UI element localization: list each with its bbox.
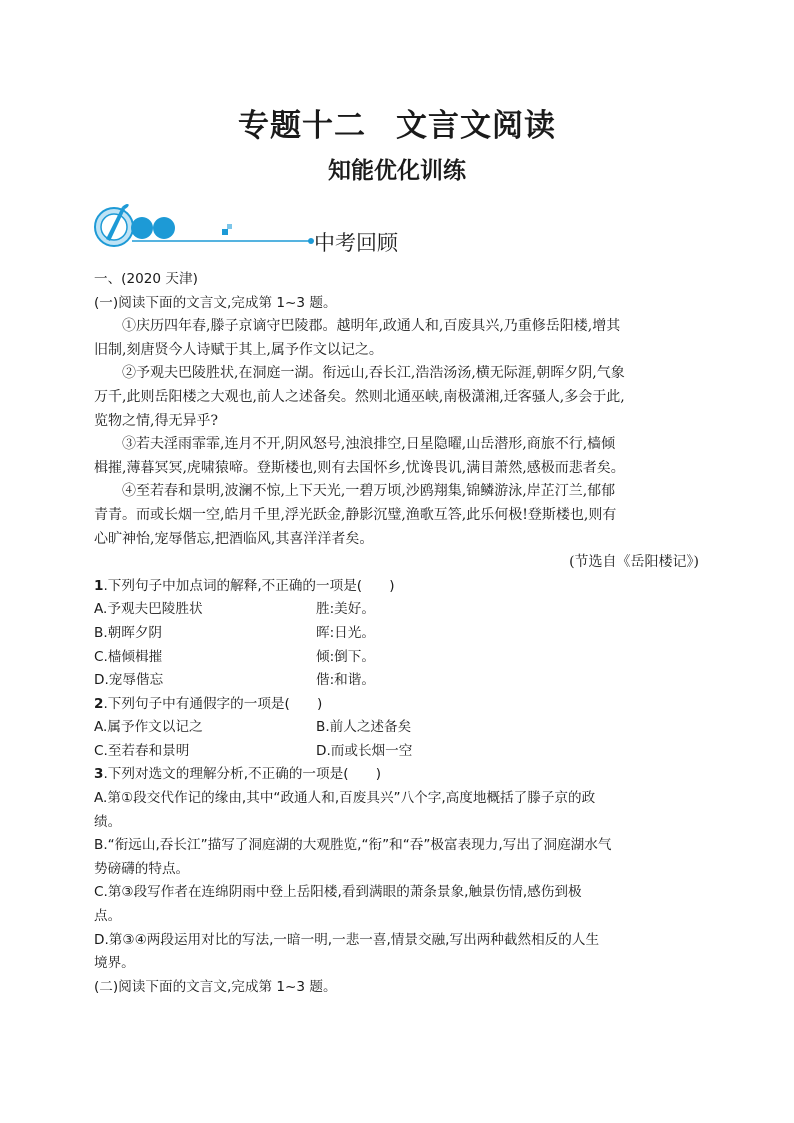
q1-option-a: A.予观夫巴陵胜状 胜:美好。 [94,601,375,618]
q1-option-c: C.樯倾楫摧 倾:倒下。 [94,648,375,665]
q2-options-row-1: A.属予作文以记之 B.前人之述备矣 [94,719,412,736]
part2-intro: (二)阅读下面的文言文,完成第 1~3 题。 [94,978,337,995]
q3-option-d: D.第③④两段运用对比的写法,一暗一明,一悲一喜,情景交融,写出两种截然相反的人生 境界。 [94,931,600,972]
q3-option-c: C.第③段写作者在连绵阴雨中登上岳阳楼,看到满眼的萧条景象,触景伤情,感伤到极 点。 [94,884,582,925]
question-1-stem: 1.下列句子中加点词的解释,不正确的一项是( ) [94,577,395,594]
passage-paragraph-3: ③若夫淫雨霏霏,连月不开,阴风怒号,浊浪排空,日星隐曜,山岳潜形,商旅不行,樯倾 楫摧,薄暮冥冥,虎啸猿啼。登斯楼也,则有去国怀乡,忧谗畏讥,满目萧然,感极而悲者矣。 [94,436,625,476]
title-topic: 专题十二 [238,108,366,144]
page-title [0,100,794,145]
q1-option-b: B.朝晖夕阴 晖:日光。 [94,624,375,641]
q3-option-b: B.“衔远山,吞长江”描写了洞庭湖的大观胜览,“衔”和“吞”极富表现力,写出了洞庭湖水气 势磅礴的特点。 [94,837,612,877]
q2-options-row-2: C.至若春和景明 D.而或长烟一空 [94,742,413,759]
question-2-stem: 2.下列句子中有通假字的一项是( ) [94,695,323,712]
section-banner [92,203,432,261]
q1-option-d: D.宠辱偕忘 偕:和谐。 [94,672,375,689]
banner-label: 中考回顾 [314,231,398,255]
part1-intro: (一)阅读下面的文言文,完成第 1~3 题。 [94,294,337,311]
passage-paragraph-4: ④至若春和景明,波澜不惊,上下天光,一碧万顷,沙鸥翔集,锦鳞游泳,岸芷汀兰,郁郁 青青。而或长烟一空,皓月千里,浮光跃金,静影沉璧,渔歌互答,此乐何极!登斯楼也,则有 心旷神怡,宠辱偕忘,把酒临风,其喜洋洋者矣。 [94,483,617,547]
passage-source: (节选自《岳阳楼记》) [569,554,699,571]
section-heading: 一、(2020 天津) [94,271,198,287]
question-3-stem: 3.下列对选文的理解分析,不正确的一项是( ) [94,766,381,783]
title-subject: 文言文阅读 [396,108,556,144]
q3-option-a: A.第①段交代作记的缘由,其中“政通人和,百废具兴”八个字,高度地概括了滕子京的政 绩。 [94,790,596,830]
passage-paragraph-1: ①庆历四年春,滕子京谪守巴陵郡。越明年,政通人和,百废具兴,乃重修岳阳楼,增其 旧制,刻唐贤今人诗赋于其上,属予作文以记之。 [94,318,621,358]
passage-paragraph-2: ②予观夫巴陵胜状,在洞庭一湖。衔远山,吞长江,浩浩汤汤,横无际涯,朝晖夕阴,气象 万千,此则岳阳楼之大观也,前人之述备矣。然则北通巫峡,南极潇湘,迁客骚人,多会于此, 览物之情,得无异乎? [94,365,625,429]
page-subtitle: 知能优化训练 [328,158,466,184]
main-content [94,268,699,999]
